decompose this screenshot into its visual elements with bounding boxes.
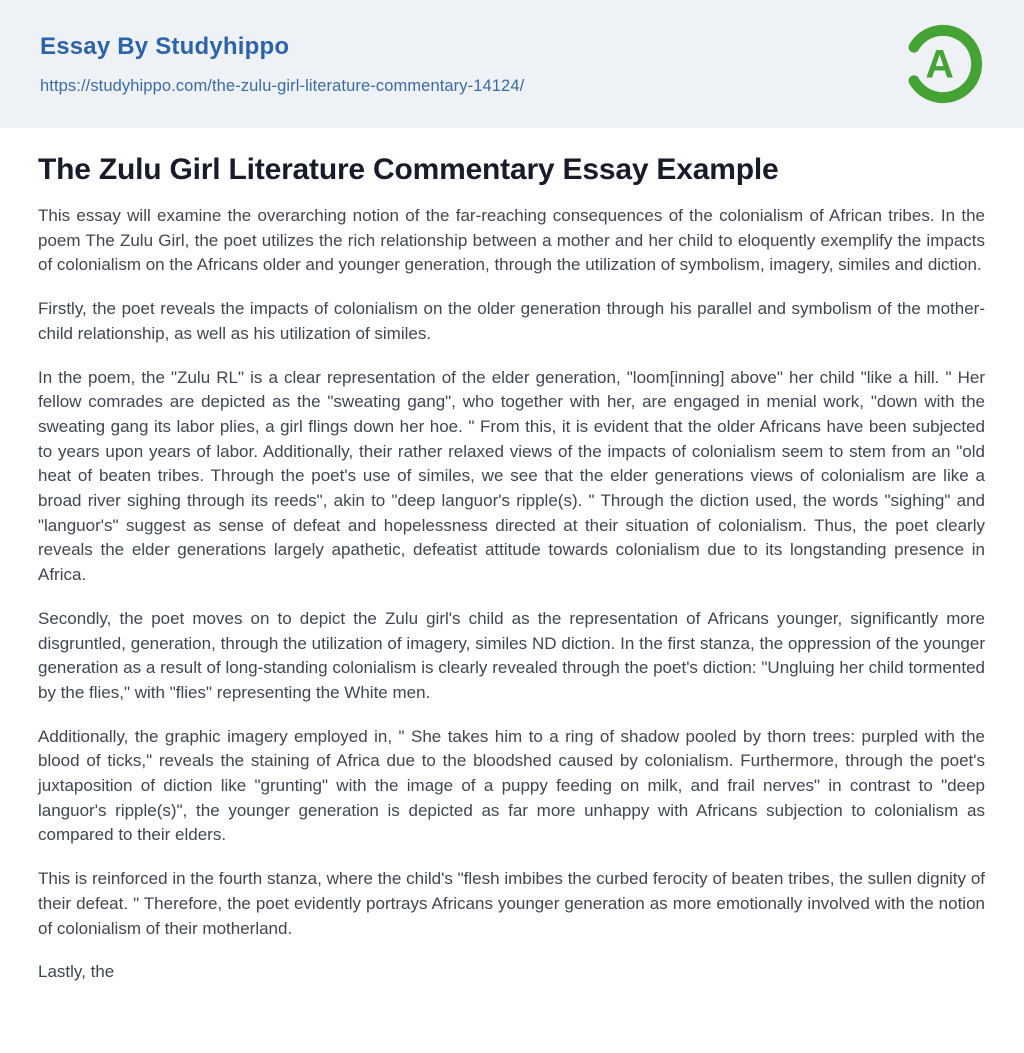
essay-content: [0, 128, 1024, 1044]
essay-paragraph: In the poem, the "Zulu RL" is a clear representation of the elder generation, "loom[inning] above" her child "like a hill. " Her fellow comrades are depicted as the "sweating gang", who together with her, are engaged in menial work, "down with the sweating gang its labor plies, a girl flings down her hoe. " From this, it is evident that the older Africans have been subjected to years upon years of labor. Additionally, their rather relaxed views of the impacts of colonialism seem to stem from an "old heat of beaten tribes. Through the poet's use of similes, we see that the elder generations views of colonialism are like a broad river sighing through its reeds", akin to "deep languor's ripple(s). " Through the diction used, the words "sighing" and "languor's" suggest as sense of defeat and hopelessness directed at their situation of colonialism. Thus, the poet clearly reveals the elder generations largely apathetic, defeatist attitude towards colonialism due to its longstanding presence in Africa.: [38, 367, 985, 585]
essay-paragraph: Secondly, the poet moves on to depict the Zulu girl's child as the representation of Africans younger, significantly more disgruntled, generation, through the utilization of imagery, similes ND diction. In the first stanza, the oppression of the younger generation as a result of long-standing colonialism is clearly revealed through the poet's diction: "Ungluing her child tormented by the flies," with "flies" representing the White men.: [38, 608, 985, 702]
essay-paragraph: Firstly, the poet reveals the impacts of colonialism on the older generation through his parallel and symbolism of the mother-child relationship, as well as his utilization of similes.: [38, 299, 985, 343]
logo-letter: A: [925, 42, 954, 87]
page-header: [0, 0, 1024, 128]
essay-paragraph: Lastly, the: [38, 962, 115, 982]
studyhippo-logo: [901, 18, 985, 110]
header-text-block: [40, 33, 524, 96]
essay-url-link[interactable]: https://studyhippo.com/the-zulu-girl-literature-commentary-14124/: [40, 76, 525, 95]
essay-title: The Zulu Girl Literature Commentary Essay Example: [38, 153, 779, 186]
essay-paragraph: Additionally, the graphic imagery employed in, " She takes him to a ring of shadow pooled by thorn trees: purpled with the blood of ticks," reveals the staining of Africa due to the bloodshed caused by colonialism. Furthermore, through the poet's juxtaposition of diction like "grunting" with the image of a puppy feeding on milk, and frail nerves" in contrast to "deep languor's ripple(s)", the younger generation is depicted as far more unhappy with Africans subjection to colonialism as compared to their elders.: [38, 726, 985, 845]
essay-paragraph: This is reinforced in the fourth stanza, where the child's "flesh imbibes the curbed ferocity of beaten tribes, the sullen dignity of their defeat. " Therefore, the poet evidently portrays Africans younger generation as more emotionally involved with the notion of colonialism of their motherland.: [38, 869, 985, 938]
site-title: Essay By Studyhippo: [40, 32, 290, 60]
logo-arc-icon: [901, 18, 985, 110]
essay-paragraph: This essay will examine the overarching notion of the far-reaching consequences of the colonialism of African tribes. In the poem The Zulu Girl, the poet utilizes the rich relationship between a mother and her child to eloquently exemplify the impacts of colonialism on the Africans older and younger generation, through the utilization of symbolism, imagery, similes and diction.: [38, 206, 985, 275]
